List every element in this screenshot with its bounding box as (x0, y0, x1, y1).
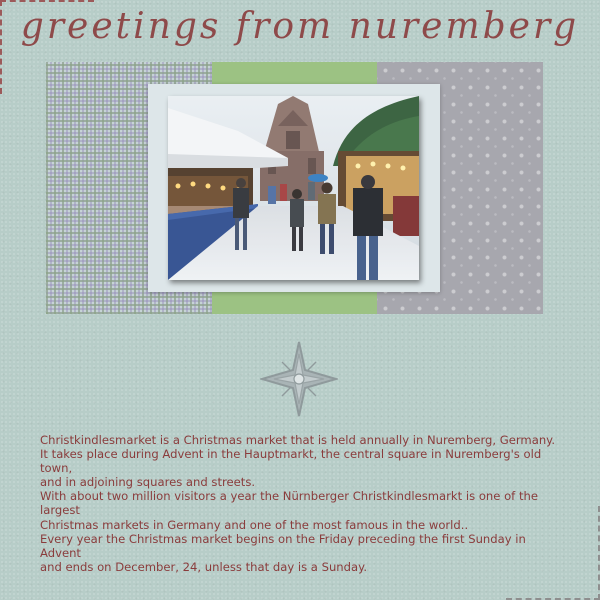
body-line: Christkindlesmarket is a Christmas market that is held annually in Nuremberg, Germany. (40, 433, 556, 447)
body-line: It takes place during Advent in the Hauptmarkt, the central square in Nuremberg's old town, (40, 447, 542, 476)
snowflake-ornament-icon (260, 340, 338, 418)
green-strip-top (212, 62, 377, 84)
page-title: greetings from nuremberg (20, 6, 580, 47)
body-line: Every year the Christmas market begins on the Friday preceding the first Sunday in Advent (40, 531, 526, 560)
market-photo-illustration (168, 96, 419, 280)
body-line: With about two million visitors a year the Nürnberger Christkindlesmarkt is one of the largest (40, 489, 538, 518)
market-photo (168, 96, 419, 280)
body-text (40, 433, 570, 574)
body-line: Christmas markets in Germany and one of the most famous in the world.. (40, 517, 469, 532)
body-line: and in adjoining squares and streets. (40, 475, 256, 490)
green-strip-bottom (212, 292, 377, 314)
body-line: and ends on December, 24, unless that day is a Sunday. (40, 559, 368, 574)
